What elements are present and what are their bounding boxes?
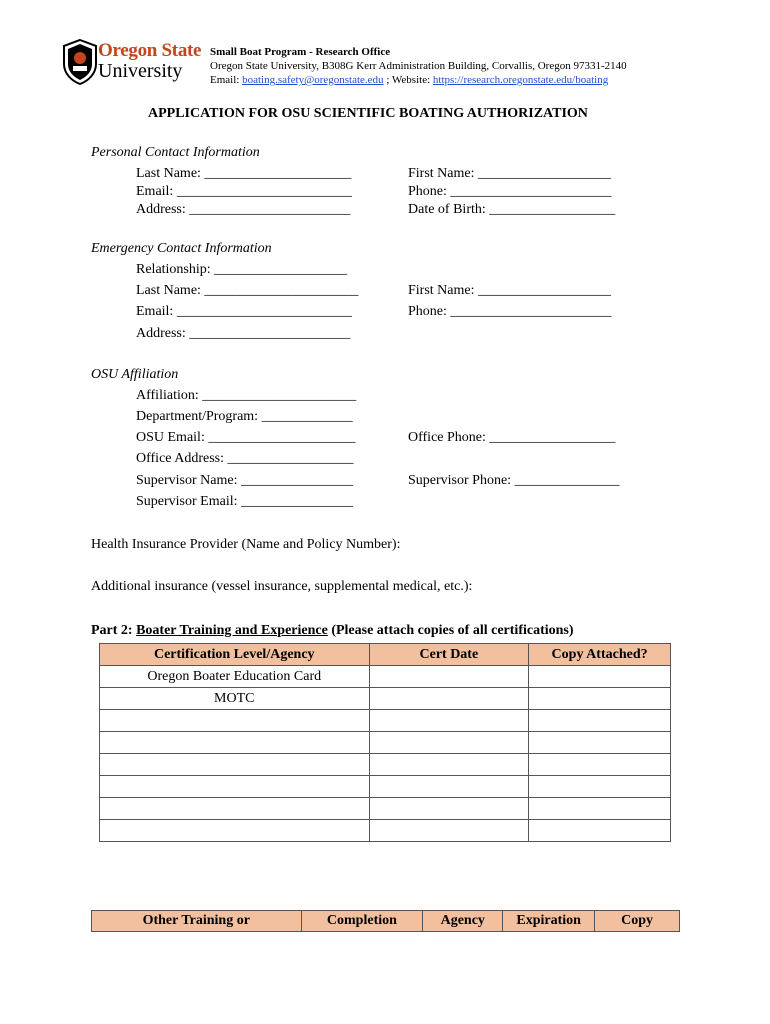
table-cell[interactable]	[369, 776, 529, 798]
office-address-field[interactable]: Office Address: __________________	[136, 451, 354, 466]
email-link[interactable]: boating.safety@oregonstate.edu	[242, 74, 384, 86]
part2-title: Boater Training and Experience	[136, 623, 328, 638]
table-cell[interactable]	[369, 754, 529, 776]
table-cell[interactable]	[529, 710, 671, 732]
col-header-expiration: Expiration	[503, 911, 595, 932]
col-header-copy: Copy	[595, 911, 680, 932]
table-cell[interactable]	[529, 776, 671, 798]
table-cell[interactable]: Oregon Boater Education Card	[100, 666, 370, 688]
table-cell[interactable]	[529, 688, 671, 710]
emergency-last-name-field[interactable]: Last Name: ______________________	[136, 283, 359, 298]
personal-email-field[interactable]: Email: _________________________	[136, 184, 352, 199]
col-header-copy-attached: Copy Attached?	[529, 644, 671, 666]
table-cell[interactable]	[529, 820, 671, 842]
personal-dob-field[interactable]: Date of Birth: __________________	[408, 202, 616, 217]
office-name: Small Boat Program - Research Office	[210, 46, 391, 58]
table-header-row	[100, 644, 671, 666]
office-address: Oregon State University, B308G Kerr Administration Building, Corvallis, Oregon 97331-2140	[210, 60, 627, 72]
table-cell[interactable]	[369, 710, 529, 732]
emergency-phone-field[interactable]: Phone: _______________________	[408, 304, 612, 319]
part2-prefix: Part 2:	[91, 623, 137, 638]
table-cell[interactable]	[369, 820, 529, 842]
affiliation-heading: OSU Affiliation	[91, 367, 179, 382]
supervisor-name-field[interactable]: Supervisor Name: ________________	[136, 473, 353, 488]
table-cell[interactable]	[100, 732, 370, 754]
logo-text-oregon-state: Oregon State	[98, 40, 202, 61]
table-row	[100, 732, 671, 754]
website-label: ; Website:	[383, 74, 433, 86]
table-cell[interactable]: MOTC	[100, 688, 370, 710]
affiliation-field[interactable]: Affiliation: ______________________	[136, 388, 357, 403]
part2-note: (Please attach copies of all certifications)	[327, 623, 574, 638]
table-cell[interactable]	[369, 666, 529, 688]
certification-table	[99, 643, 671, 842]
table-cell[interactable]	[369, 798, 529, 820]
emergency-email-field[interactable]: Email: _________________________	[136, 304, 352, 319]
osu-email-field[interactable]: OSU Email: _____________________	[136, 430, 356, 445]
table-cell[interactable]	[369, 732, 529, 754]
emergency-address-field[interactable]: Address: _______________________	[136, 326, 351, 341]
table-cell[interactable]	[100, 710, 370, 732]
table-row	[100, 754, 671, 776]
col-header-agency: Agency	[423, 911, 503, 932]
col-header-cert-date: Cert Date	[369, 644, 529, 666]
table-cell[interactable]	[529, 732, 671, 754]
table-cell[interactable]	[529, 798, 671, 820]
additional-insurance-field[interactable]: Additional insurance (vessel insurance, supplemental medical, etc.):	[91, 579, 473, 594]
col-header-certification: Certification Level/Agency	[100, 644, 370, 666]
logo-text-university: University	[98, 60, 183, 82]
table-cell[interactable]	[100, 754, 370, 776]
personal-first-name-field[interactable]: First Name: ___________________	[408, 166, 611, 181]
other-training-table	[91, 910, 680, 932]
table-row	[100, 710, 671, 732]
table-cell[interactable]	[100, 798, 370, 820]
col-header-other-training: Other Training or	[92, 911, 302, 932]
emergency-heading: Emergency Contact Information	[91, 241, 272, 256]
table-row	[100, 776, 671, 798]
osu-logo-seal	[60, 38, 100, 86]
supervisor-phone-field[interactable]: Supervisor Phone: _______________	[408, 473, 620, 488]
personal-heading: Personal Contact Information	[91, 145, 260, 160]
table-row	[100, 798, 671, 820]
table-cell[interactable]	[100, 776, 370, 798]
table-row	[100, 666, 671, 688]
personal-phone-field[interactable]: Phone: _______________________	[408, 184, 612, 199]
table-row	[100, 688, 671, 710]
supervisor-email-field[interactable]: Supervisor Email: ________________	[136, 494, 353, 509]
website-link[interactable]: https://research.oregonstate.edu/boating	[432, 74, 609, 86]
personal-last-name-field[interactable]: Last Name: _____________________	[136, 166, 352, 181]
department-field[interactable]: Department/Program: _____________	[136, 409, 353, 424]
table-header-row	[92, 911, 680, 932]
personal-address-field[interactable]: Address: _______________________	[136, 202, 351, 217]
emergency-relationship-field[interactable]: Relationship: ___________________	[136, 262, 348, 277]
table-cell[interactable]	[529, 666, 671, 688]
page-title: APPLICATION FOR OSU SCIENTIFIC BOATING AUTHORIZATION	[148, 106, 588, 121]
office-phone-field[interactable]: Office Phone: __________________	[408, 430, 616, 445]
table-row	[100, 820, 671, 842]
health-insurance-field[interactable]: Health Insurance Provider (Name and Policy Number):	[91, 537, 401, 552]
part2-heading	[91, 623, 574, 639]
table-cell[interactable]	[529, 754, 671, 776]
table-cell[interactable]	[100, 820, 370, 842]
emergency-first-name-field[interactable]: First Name: ___________________	[408, 283, 611, 298]
email-label: Email:	[210, 74, 243, 86]
col-header-completion: Completion	[301, 911, 423, 932]
contact-line	[210, 74, 608, 86]
table-cell[interactable]	[369, 688, 529, 710]
